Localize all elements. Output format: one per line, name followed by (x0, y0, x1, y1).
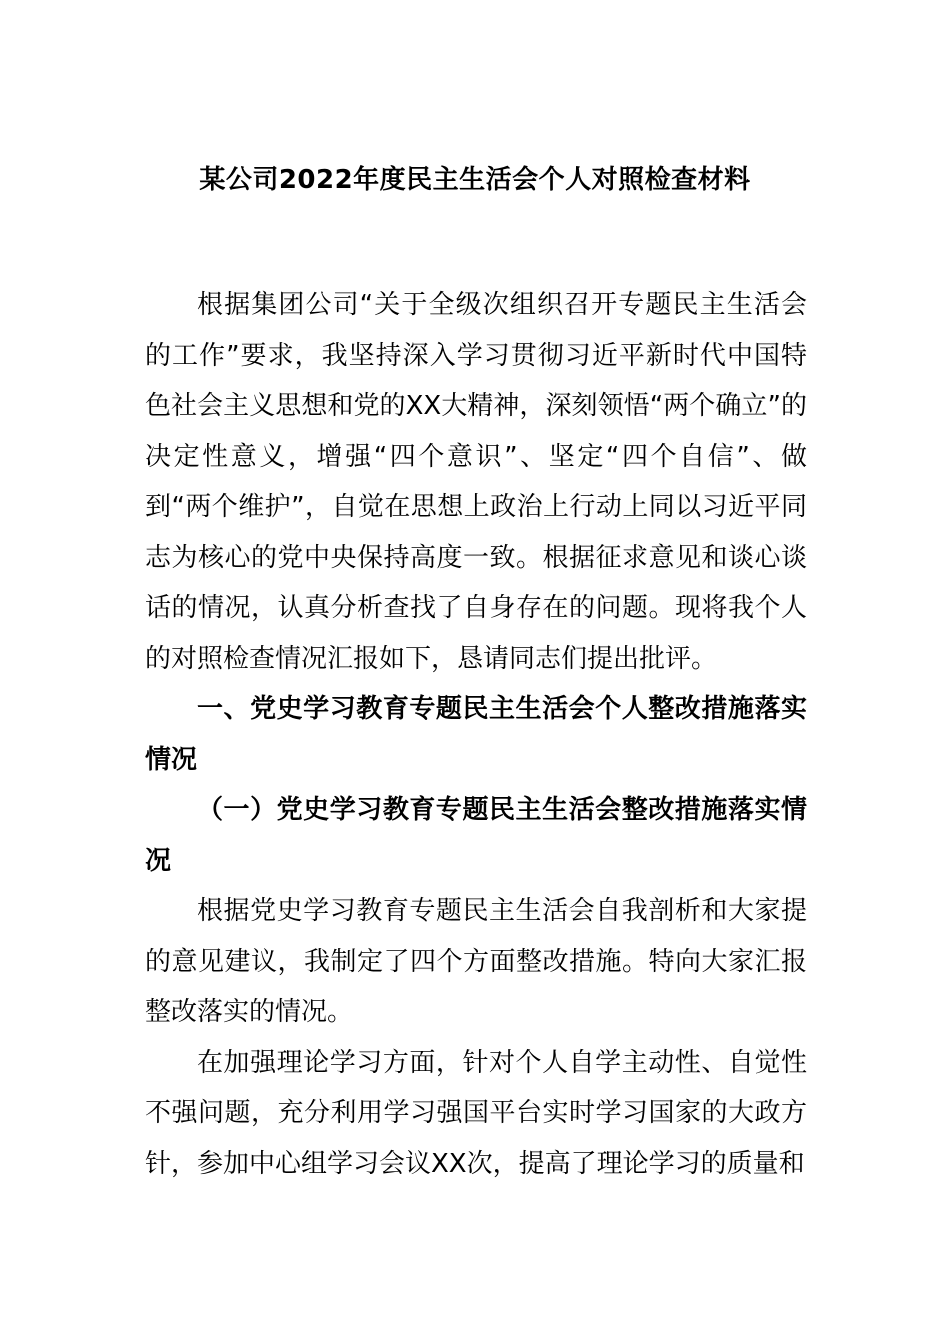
intro-paragraph: 根据集团公司“关于全级次组织召开专题民主生活会的工作”要求，我坚持深入学习贯彻习近平新时代中国特色社会主义思想和党的XX大精神，深刻领悟“两个确立”的决定性意义，增强“四个意识”、坚定“四个自信”、做到“两个维护”，自觉在思想上政治上行动上同以习近平同志为核心的党中央保持高度一致。根据征求意见和谈心谈话的情况，认真分析查找了自身存在的问题。现将我个人的对照检查情况汇报如下，恳请同志们提出批评。 (145, 290, 807, 674)
section-heading-1: 一、党史学习教育专题民主生活会个人整改措施落实情况 (145, 694, 807, 775)
body-paragraph-rectification: 根据党史学习教育专题民主生活会自我剖析和大家提的意见建议，我制定了四个方面整改措施。特向大家汇报整改落实的情况。 (145, 896, 807, 1027)
document-title: 某公司2022年度民主生活会个人对照检查材料 (199, 165, 751, 195)
body-paragraph-theory-study: 在加强理论学习方面，针对个人自学主动性、自觉性不强问题，充分利用学习强国平台实时学习国家的大政方针，参加中心组学习会议XX次，提高了理论学习的质量和 (145, 1047, 807, 1179)
document-body (145, 280, 807, 1189)
subsection-heading-1: （一）党史学习教育专题民主生活会整改措施落实情况 (145, 795, 807, 876)
